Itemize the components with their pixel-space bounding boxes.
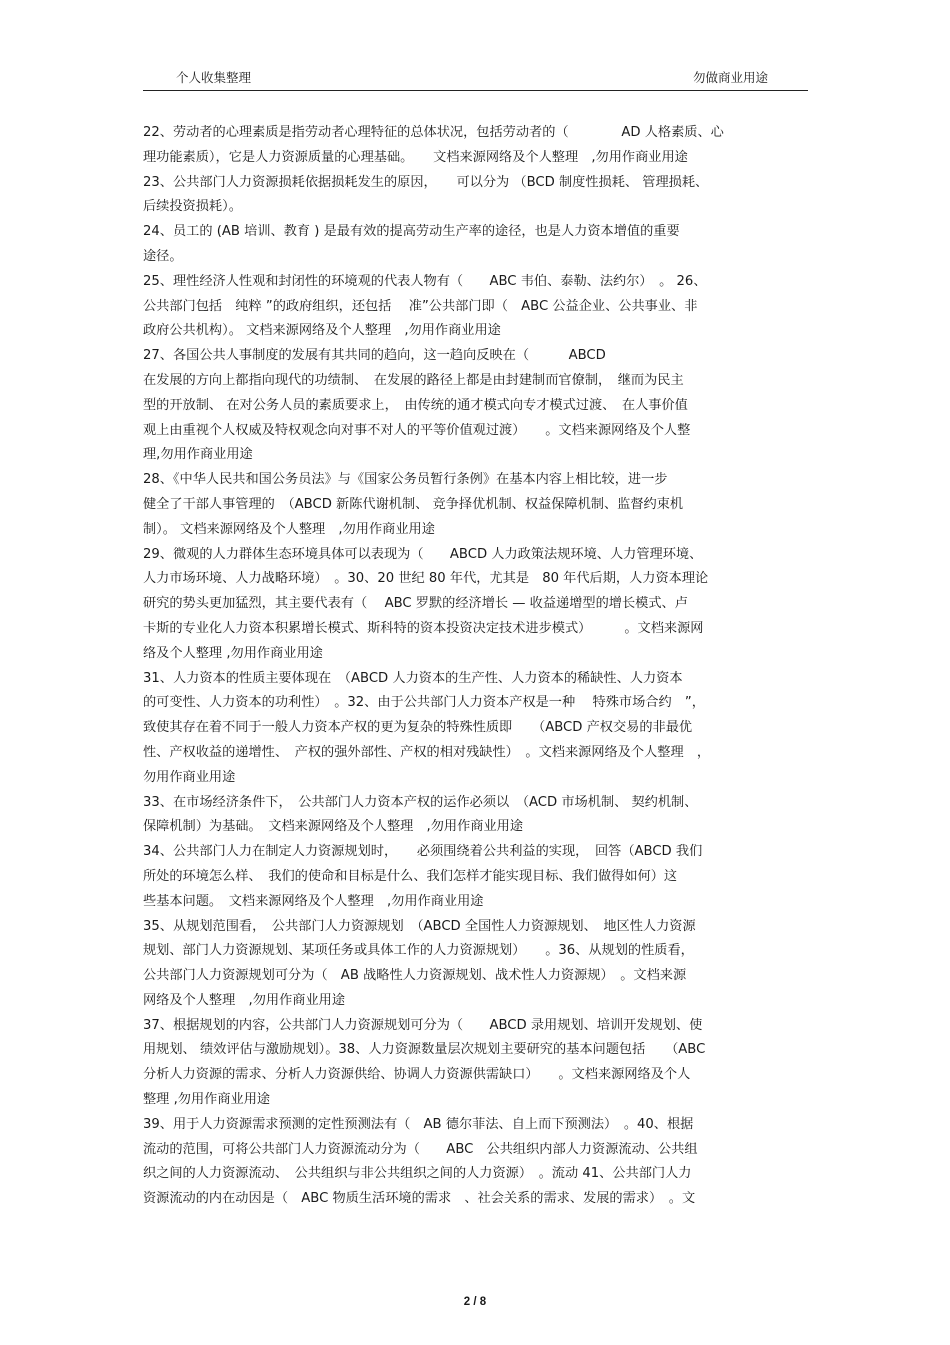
paragraph-line: 络及个人整理 ,勿用作商业用途 bbox=[143, 645, 323, 661]
paragraph-line: 观上由重视个人权威及特权观念向对事不对人的平等价值观过渡） 。文档来源网络及个人整 bbox=[143, 422, 691, 438]
paragraph bbox=[143, 344, 811, 468]
paragraph-line: 资源流动的内在动因是（ ABC 物质生活环境的需求 、社会关系的需求、发展的需求） 。文 bbox=[143, 1191, 696, 1207]
paragraph bbox=[143, 667, 811, 791]
paragraph bbox=[143, 121, 811, 171]
paragraph-line: 用规划、 绩效评估与激励规划）。38、人力资源数量层次规划主要研究的基本问题包括 （ABC bbox=[143, 1042, 706, 1058]
paragraph-line: 保障机制）为基础。 文档来源网络及个人整理 ,勿用作商业用途 bbox=[143, 819, 524, 835]
paragraph-line: 理功能素质），它是人力资源质量的心理基础。 文档来源网络及个人整理 ,勿用作商业用途 bbox=[143, 149, 688, 165]
paragraph-line: 健全了干部人事管理的 （ABCD 新陈代谢机制、 竞争择优机制、权益保障机制、监督约束机 bbox=[143, 496, 684, 512]
paragraph bbox=[143, 791, 811, 841]
page-number: 2 / 8 bbox=[463, 1296, 487, 1308]
paragraph-line: 后续投资损耗）。 bbox=[143, 199, 242, 215]
paragraph bbox=[143, 220, 811, 270]
paragraph-line: 23、公共部门人力资源损耗依据损耗发生的原因， 可以分为 （BCD 制度性损耗、 管理损耗、 bbox=[143, 174, 709, 190]
paragraph-line: 24、员工的 (AB 培训、教育 ) 是最有效的提高劳动生产率的途径，也是人力资本增值的重要 bbox=[143, 224, 680, 240]
paragraph-line: 途径。 bbox=[143, 248, 183, 264]
paragraph-line: 22、劳动者的心理素质是指劳动者心理特征的总体状况，包括劳动者的（ AD 人格素质、心 bbox=[143, 125, 724, 140]
paragraph-line: 31、人力资本的性质主要体现在 （ABCD 人力资本的生产性、人力资本的稀缺性、人力资本 bbox=[143, 670, 683, 686]
paragraph-line: 所处的环境怎么样、 我们的使命和目标是什么、我们怎样才能实现目标、我们做得如何）这 bbox=[143, 868, 678, 884]
paragraph-line: 34、公共部门人力在制定人力资源规划时， 必须围绕着公共利益的实现， 回答（ABCD 我们 bbox=[143, 844, 703, 860]
paragraph bbox=[143, 1014, 811, 1113]
header-right-text: 勿做商业用途 bbox=[692, 70, 768, 85]
paragraph-line: 25、理性经济人性观和封闭性的环境观的代表人物有（ ABC 韦伯、泰勒、法约尔） 。 26、 bbox=[143, 273, 707, 289]
paragraph-line: 网络及个人整理 ,勿用作商业用途 bbox=[143, 992, 346, 1008]
paragraph-line: 研究的势头更加猛烈，其主要代表有（ ABC 罗默的经济增长 — 收益递增型的增长模式、卢 bbox=[143, 596, 688, 612]
paragraph bbox=[143, 543, 811, 667]
paragraph-line: 35、从规划范围看， 公共部门人力资源规划 （ABCD 全国性人力资源规划、 地区性人力资源 bbox=[143, 918, 696, 934]
paragraph-line: 制）。 文档来源网络及个人整理 ,勿用作商业用途 bbox=[143, 521, 435, 537]
paragraph bbox=[143, 468, 811, 542]
paragraph-line: 规划、部门人力资源规划、某项任务或具体工作的人力资源规划） 。36、从规划的性质看， bbox=[143, 943, 694, 959]
paragraph-line: 39、用于人力资源需求预测的定性预测法有（ AB 德尔菲法、自上而下预测法） 。40、根据 bbox=[143, 1116, 694, 1132]
paragraph-line: 公共部门包括 纯粹 ”的政府组织，还包括 准”公共部门即（ ABC 公益企业、公共事业、非 bbox=[143, 298, 698, 314]
paragraph bbox=[143, 171, 811, 221]
paragraph-line: 33、在市场经济条件下， 公共部门人力资本产权的运作必须以 （ACD 市场机制、 契约机制、 bbox=[143, 794, 698, 810]
paragraph-line: 流动的范围，可将公共部门人力资源流动分为（ ABC 公共组织内部人力资源流动、公共组 bbox=[143, 1141, 698, 1157]
paragraph-line: 政府公共机构）。 文档来源网络及个人整理 ,勿用作商业用途 bbox=[143, 323, 501, 339]
page-header bbox=[143, 60, 808, 91]
paragraph-line: 27、各国公共人事制度的发展有其共同的趋向，这一趋向反映在（ ABCD bbox=[143, 348, 606, 364]
header-left-text: 个人收集整理 bbox=[176, 70, 252, 85]
paragraph-line: 29、微观的人力群体生态环境具体可以表现为（ ABCD 人力政策法规环境、人力管理环境、 bbox=[143, 546, 703, 562]
paragraph bbox=[143, 840, 811, 914]
paragraph-line: 些基本问题。 文档来源网络及个人整理 ,勿用作商业用途 bbox=[143, 893, 484, 909]
paragraph-line: 分析人力资源的需求、分析人力资源供给、协调人力资源供需缺口） 。文档来源网络及个人 bbox=[143, 1067, 691, 1083]
paragraph-line: 卡斯的专业化人力资本积累增长模式、斯科特的资本投资决定技术进步模式） 。文档来源网 bbox=[143, 620, 704, 636]
paragraph-line: 在发展的方向上都指向现代的功绩制、 在发展的路径上都是由封建制而官僚制， 继而为民主 bbox=[143, 372, 684, 388]
paragraph-line: 勿用作商业用途 bbox=[143, 769, 236, 785]
paragraph bbox=[143, 915, 811, 1014]
paragraph-line: 整理 ,勿用作商业用途 bbox=[143, 1092, 271, 1108]
paragraph-line: 型的开放制、 在对公务人员的素质要求上， 由传统的通才模式向专才模式过渡、 在人事价值 bbox=[143, 397, 688, 413]
paragraph bbox=[143, 270, 811, 344]
document-body bbox=[143, 121, 811, 1212]
paragraph-line: 的可变性、人力资本的功利性） 。32、由于公共部门人力资本产权是一种 特殊市场合约 ”， bbox=[143, 695, 705, 711]
paragraph bbox=[143, 1113, 811, 1212]
paragraph-line: 性、产权收益的递增性、 产权的强外部性、产权的相对残缺性） 。文档来源网络及个人整理 ， bbox=[143, 744, 711, 760]
paragraph-line: 人力市场环境、人力战略环境） 。30、20 世纪 80 年代，尤其是 80 年代后期，人力资本理论 bbox=[143, 571, 709, 587]
paragraph-line: 28、《中华人民共和国公务员法》与《国家公务员暂行条例》在基本内容上相比较，进一步 bbox=[143, 472, 668, 488]
paragraph-line: 公共部门人力资源规划可分为（ AB 战略性人力资源规划、战术性人力资源规） 。文档来源 bbox=[143, 968, 687, 984]
paragraph-line: 37、根据规划的内容，公共部门人力资源规划可分为（ ABCD 录用规划、培训开发规划、使 bbox=[143, 1017, 703, 1033]
paragraph-line: 理,勿用作商业用途 bbox=[143, 447, 253, 463]
paragraph-line: 致使其存在着不同于一般人力资本产权的更为复杂的特殊性质即 （ABCD 产权交易的非最优 bbox=[143, 720, 693, 736]
paragraph-line: 织之间的人力资源流动、 公共组织与非公共组织之间的人力资源） 。流动 41、公共部门人力 bbox=[143, 1166, 692, 1182]
